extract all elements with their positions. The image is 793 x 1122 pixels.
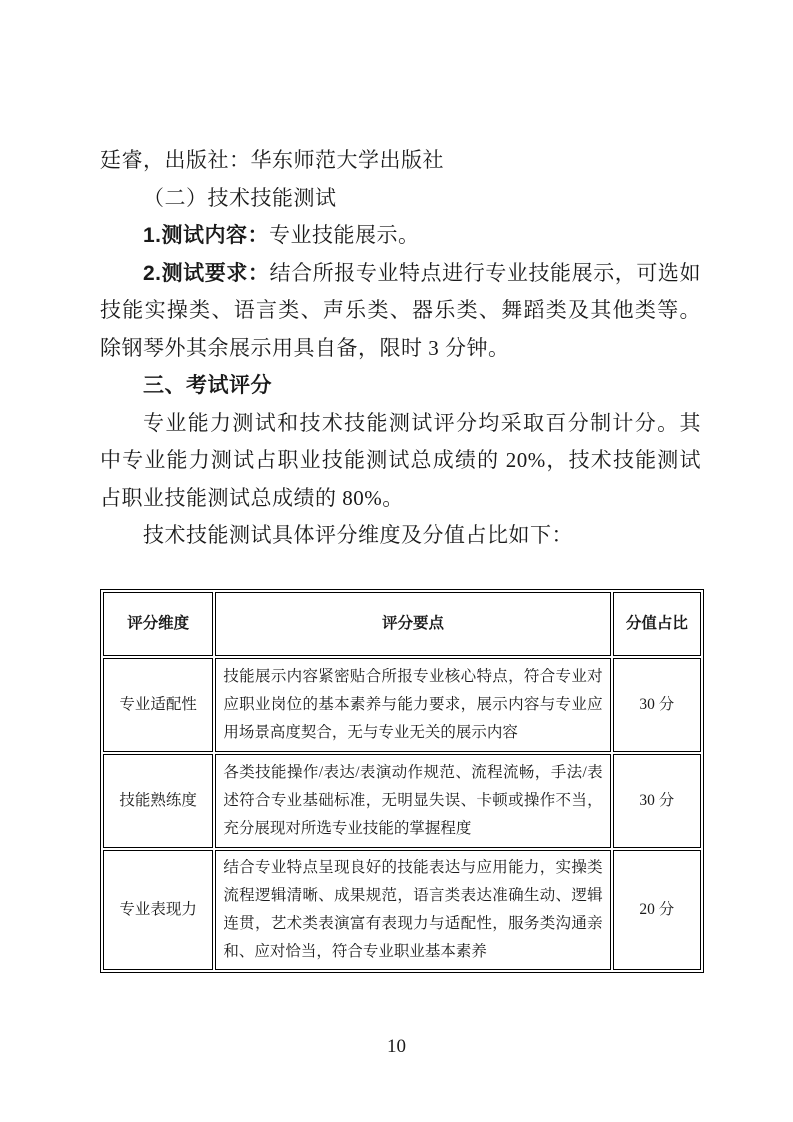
scoring-table: [100, 589, 704, 973]
item-test-content-label: 1.测试内容：: [143, 224, 270, 247]
header-points: 评分要点: [215, 592, 610, 656]
page-number: 10: [387, 1036, 406, 1057]
item-test-requirements-text: 结合所报专业特点进行专业技能展示，可选如技能实操类、语言类、声乐类、器乐类、舞蹈类及其他类等。除钢琴外其余展示用具自备，限时 3 分钟。: [100, 260, 702, 360]
row-score: 20 分: [613, 850, 701, 970]
table-row: [103, 850, 701, 970]
table-row: [103, 754, 701, 848]
document-body: [100, 142, 701, 973]
item-test-content: [100, 217, 701, 255]
continuation-line: 廷睿，出版社：华东师范大学出版社: [100, 148, 444, 172]
table-row: [103, 658, 701, 752]
row-points: 结合专业特点呈现良好的技能表达与应用能力，实操类流程逻辑清晰、成果规范，语言类表达准确生动、逻辑连贯，艺术类表演富有表现力与适配性，服务类沟通亲和、应对恰当，符合专业职业基本素养: [215, 850, 610, 970]
item-test-requirements-label: 2.测试要求：: [143, 261, 270, 285]
row-points: 各类技能操作/表达/表演动作规范、流程流畅，手法/表述符合专业基础标准，无明显失误、卡顿或操作不当，充分展现对所选专业技能的掌握程度: [215, 754, 610, 848]
row-dimension: 专业表现力: [103, 850, 213, 970]
row-score: 30 分: [613, 754, 701, 848]
row-dimension: 技能熟练度: [103, 754, 213, 848]
row-score: 30 分: [613, 658, 701, 752]
item-test-requirements: [100, 255, 701, 368]
table-header-row: [103, 592, 701, 656]
table-intro-paragraph: 技术技能测试具体评分维度及分值占比如下：: [143, 523, 573, 547]
scoring-paragraph: 专业能力测试和技术技能测试评分均采取百分制计分。其中专业能力测试占职业技能测试总成绩的 20%，技术技能测试占职业技能测试总成绩的 80%。: [100, 410, 701, 510]
item-test-content-text: 专业技能展示。: [269, 223, 420, 247]
header-dimension: 评分维度: [103, 592, 213, 656]
header-score: 分值占比: [613, 592, 701, 656]
row-points: 技能展示内容紧密贴合所报专业核心特点，符合专业对应职业岗位的基本素养与能力要求，展示内容与专业应用场景高度契合，无与专业无关的展示内容: [215, 658, 610, 752]
section-heading: 三、考试评分: [143, 374, 272, 397]
subsection-heading: （二）技术技能测试: [143, 185, 337, 210]
row-dimension: 专业适配性: [103, 658, 213, 752]
